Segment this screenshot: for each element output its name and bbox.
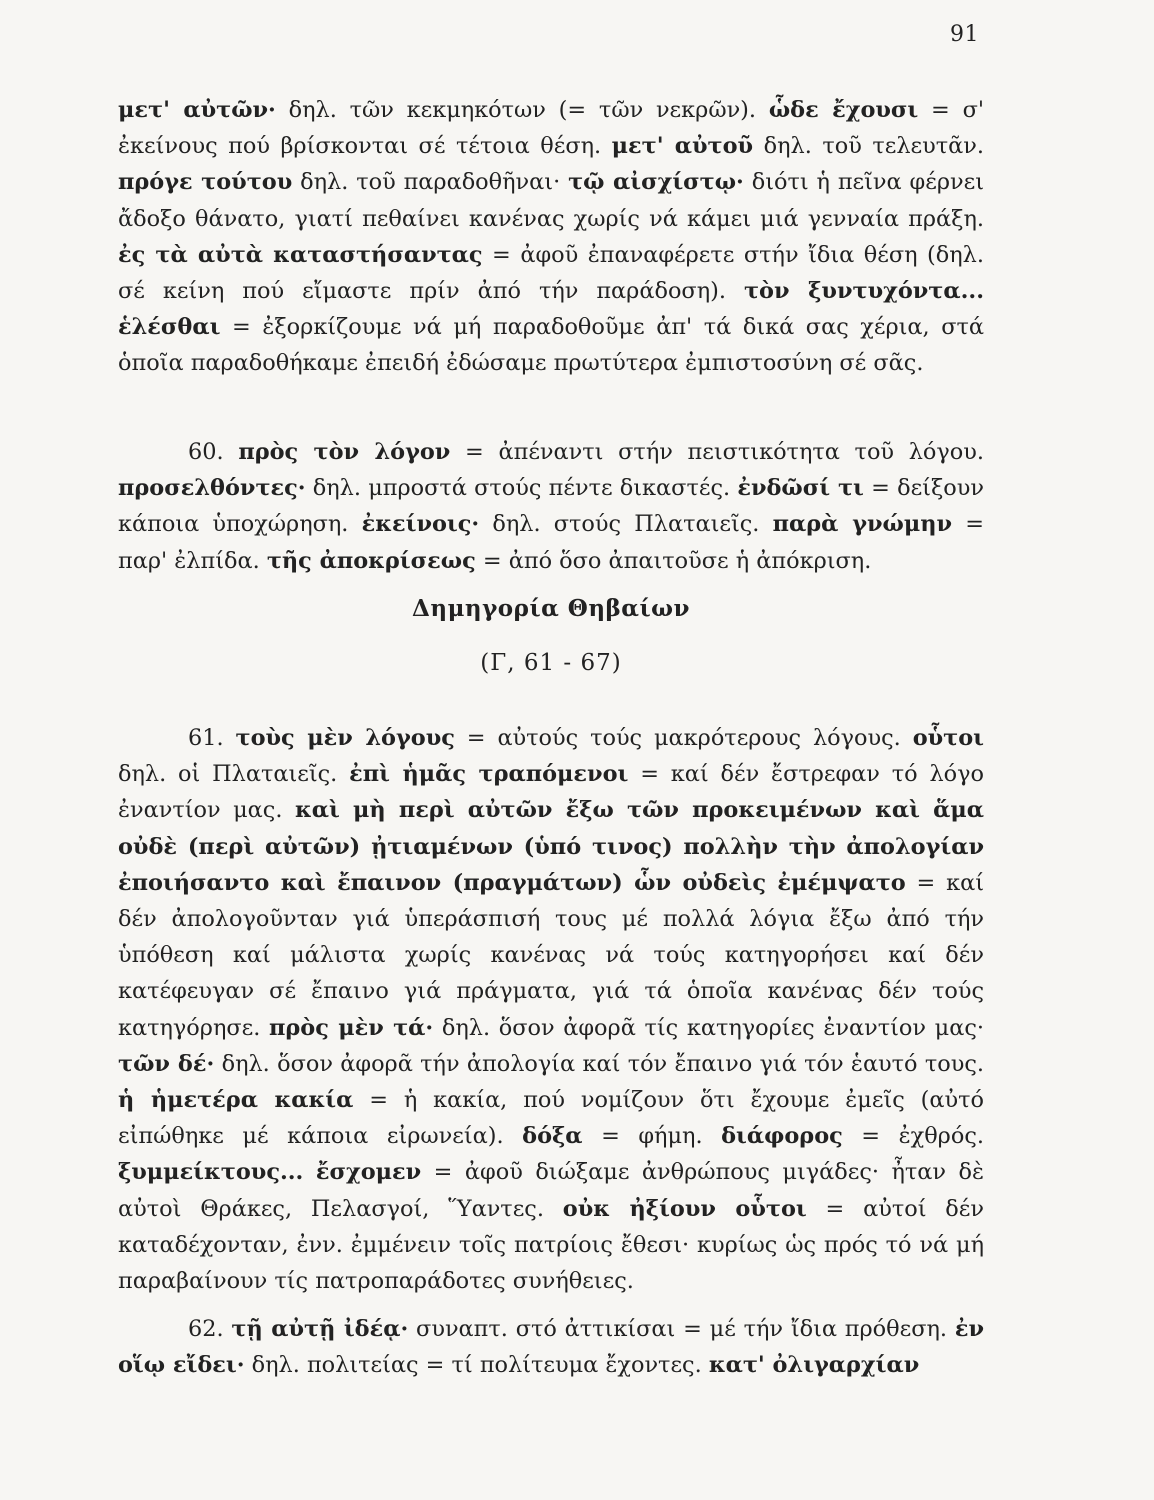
lemma-term: πρὸς τὸν λόγον (238, 439, 451, 465)
lemma-term: οὐκ ἠξίουν οὗτοι (562, 1195, 807, 1222)
lemma-term: ἐς τὰ αὐτὰ καταστήσαντας (118, 241, 483, 268)
commentary-block-62 (118, 1311, 984, 1383)
gloss-text: = αὐτοί δέν καταδέχονταν, ἐνν. ἐμμένειν τοῖς πατρίοις ἔθεσι· κυρίως ὡς πρός τό νά μή παραβαίνουν τίς πατροπαράδοτες συνήθειες. (118, 1195, 985, 1295)
gloss-text: = ἀφοῦ διώξαμε ἀνθρώπους μιγάδες· ἦταν δὲ αὐτοὶ Θράκες, Πελασγοί, Ὕαντες. (118, 1159, 984, 1222)
paragraph-62 (118, 1311, 984, 1383)
gloss-text: = δείξουν κάποια ὑποχώρηση. (118, 475, 984, 538)
lemma-term: πρὸς μὲν τά· (269, 1014, 434, 1041)
lemma-term: ἐνδῶσί τι (737, 475, 864, 502)
gloss-text: δηλ. τοῦ τελευτᾶν. (753, 133, 984, 160)
gloss-text: = ἡ κακία, πού νομίζουν ὅτι ἔχουμε ἐμεῖς (αὐτό εἰπώθηκε μέ κάποια εἰρωνεία). (118, 1087, 984, 1150)
gloss-text: = ἀφοῦ ἐπαναφέρετε στήν ἴδια θέση (δηλ. σέ κείνη πού εἴμαστε πρίν ἀπό τήν παράδοση). (118, 241, 984, 305)
gloss-text: δηλ. μπροστά στούς πέντε δικαστές. (305, 475, 738, 502)
gloss-text: δηλ. ὅσον ἀφορᾶ τίς κατηγορίες ἐναντίον μας· (433, 1014, 984, 1041)
lemma-term: ἐπὶ ἡμᾶς τραπόμενοι (349, 761, 629, 788)
gloss-text: δηλ. ὅσον ἀφορᾶ τήν ἀπολογία καί τόν ἔπαινο γιά τόν ἑαυτό τους. (214, 1050, 984, 1077)
lemma-term: καὶ μὴ περὶ αὐτῶν ἔξω τῶν προκειμένων καὶ ἅμα οὐδὲ (περὶ αὐτῶν) ᾐτιαμένων (ὑπό τινος) πολλὴν τὴν ἀπολογίαν ἐποιήσαντο καὶ ἔπαινον (πραγμάτων) ὧν οὐδεὶς ἐμέμψατο (118, 797, 984, 896)
gloss-text: δηλ. πολιτείας = τί πολίτευμα ἔχοντες. (244, 1352, 709, 1379)
gloss-text: 62. (188, 1316, 232, 1342)
gloss-text: δηλ. οἱ Πλαταιεῖς. (118, 761, 350, 788)
gloss-text: συναπτ. στό ἀττικίσαι = μέ τήν ἴδια πρόθεση. (408, 1316, 955, 1342)
lemma-term: ἔσχομεν (315, 1159, 422, 1186)
gloss-text: δηλ. στούς Πλαταιεῖς. (479, 511, 773, 538)
gloss-text: = παρ' ἐλπίδα. (118, 511, 984, 574)
gloss-text: = ἐξορκίζουμε νά μή παραδοθοῦμε ἀπ' τά δικά σας χέρια, στά ὁποῖα παραδοθήκαμε ἐπειδή ἐδώσαμε πρωτύτερα ἐμπιστοσύνη σέ σᾶς. (118, 314, 984, 377)
lemma-term: ξυμμείκτους... (118, 1159, 304, 1186)
paragraph-59-continuation (118, 92, 984, 382)
lemma-term: διάφορος (721, 1123, 843, 1150)
lemma-term: ἡ ἡμετέρα κακία (118, 1087, 354, 1114)
commentary-block-59 (118, 92, 984, 382)
gloss-text: = καί δέν ἀπολογοῦνταν γιά ὑπεράσπισή τους μέ πολλά λόγια ἔξω ἀπό τήν ὑπόθεση καί μάλιστα χωρίς κανένας νά τούς κατηγορήσει καί δέν κατέφευγαν σέ ἔπαινο γιά πράγματα, γιά τά ὁποῖα κανένας δέν τούς κατηγόρησε. (118, 869, 984, 1041)
lemma-term: ἐν οἵῳ εἴδει· (118, 1316, 984, 1379)
commentary-block-60 (118, 434, 984, 579)
lemma-term: ἑλέσθαι (118, 314, 221, 341)
lemma-term: οὗτοι (912, 725, 984, 751)
lemma-term: τὸν ξυντυχόντα... (743, 278, 984, 305)
lemma-term: προσελθόντες· (118, 475, 306, 502)
lemma-term: πρόγε τούτου (118, 169, 293, 196)
gloss-text: = αὐτούς τούς μακρότερους λόγους. (454, 725, 913, 751)
section-heading-title: Δημηγορία Θηβαίων (412, 595, 690, 622)
gloss-text: δηλ. τοῦ παραδοθῆναι· (292, 169, 569, 196)
lemma-term: μετ' αὐτοῦ (611, 133, 754, 160)
lemma-term: μετ' αὐτῶν· (118, 97, 276, 123)
page-number: 91 (950, 22, 979, 47)
lemma-term: τῷ αἰσχίστῳ· (568, 169, 744, 196)
lemma-term: κατ' ὀλιγαρχίαν (708, 1352, 920, 1379)
gloss-text: 60. (188, 439, 239, 465)
paragraph-60 (118, 434, 984, 579)
gloss-text: διότι ἡ πεῖνα φέρνει ἄδοξο θάνατο, γιατί πεθαίνει κανένας χωρίς νά κάμει μιά γενναία πράξη. (118, 169, 984, 232)
gloss-text: = ἀπέναντι στήν πειστικότητα τοῦ λόγου. (450, 439, 985, 465)
gloss-text: = φήμη. (582, 1123, 722, 1150)
commentary-block-61 (118, 720, 984, 1299)
gloss-text: = σ' ἐκείνους πού βρίσκονται σέ τέτοια θέση. (118, 97, 985, 160)
gloss-text: 61. (188, 725, 236, 751)
lemma-term: ἐκείνοις· (361, 511, 480, 538)
lemma-term: τῶν δέ· (118, 1050, 215, 1077)
lemma-term: παρὰ γνώμην (772, 511, 953, 538)
lemma-term: τοὺς μὲν λόγους (235, 725, 455, 751)
lemma-term: ὧδε ἔχουσι (768, 97, 919, 123)
gloss-text: = ἐχθρός. (842, 1123, 984, 1150)
lemma-term: τῇ αὐτῇ ἰδέᾳ· (231, 1316, 409, 1342)
paragraph-61 (118, 720, 984, 1299)
gloss-text: δηλ. τῶν κεκμηκότων (= τῶν νεκρῶν). (275, 97, 769, 123)
gloss-text (303, 1159, 316, 1185)
gloss-text: = ἀπό ὅσο ἀπαιτοῦσε ἡ ἀπόκριση. (475, 547, 872, 574)
lemma-term: τῆς ἀποκρίσεως (266, 547, 476, 574)
section-heading-reference: (Γ, 61 - 67) (480, 650, 622, 676)
lemma-term: δόξα (522, 1123, 583, 1150)
gloss-text: = καί δέν ἔστρεφαν τό λόγο ἐναντίον μας. (118, 761, 984, 824)
